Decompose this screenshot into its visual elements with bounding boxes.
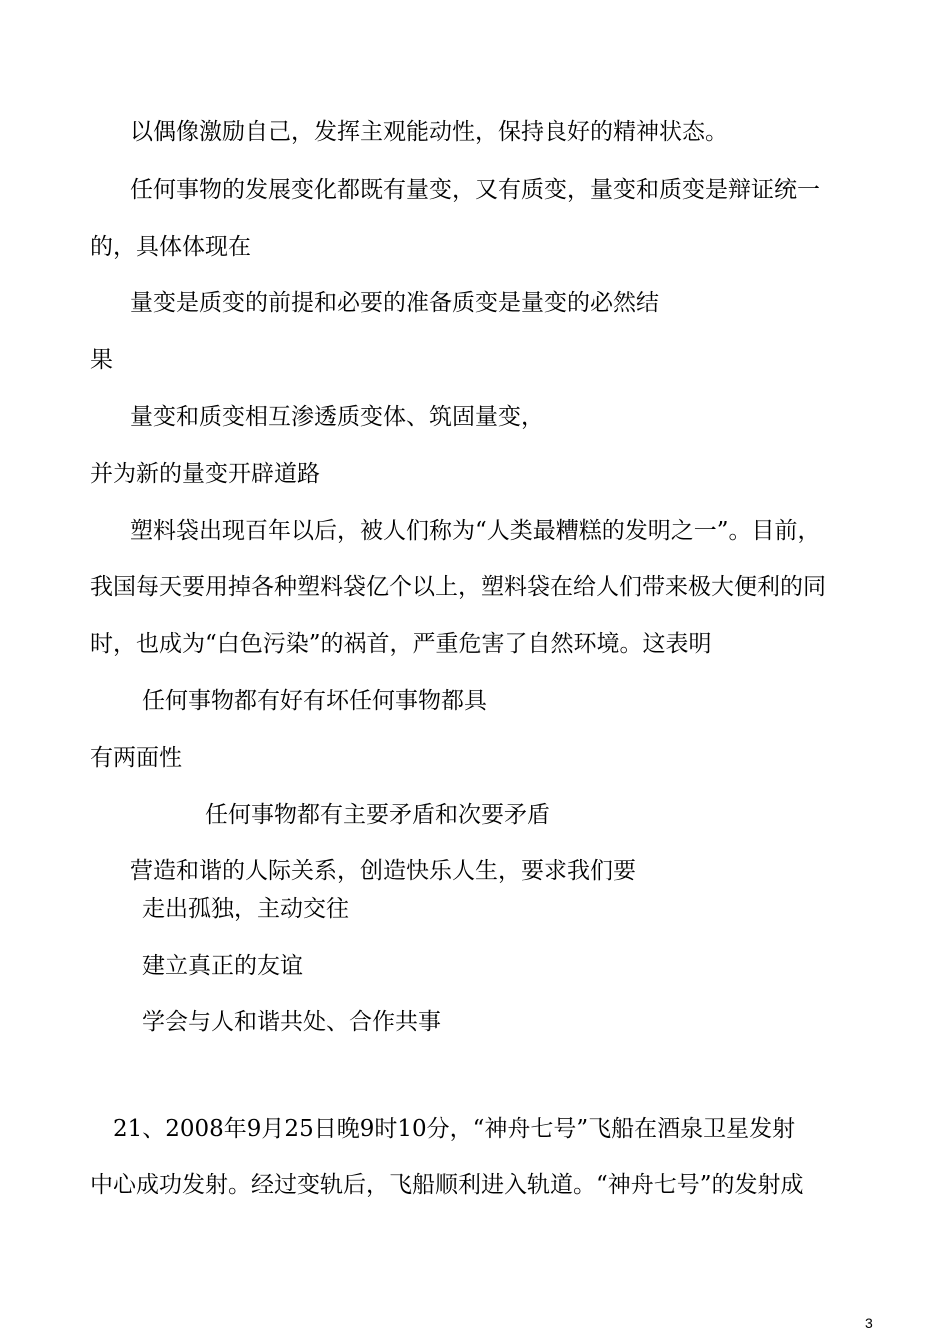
text-line: 中心成功发射。经过变轨后，飞船顺利进入轨道。“神舟七号”的发射成 <box>90 1172 804 1198</box>
text-line: 建立真正的友谊 <box>142 953 303 979</box>
text-line: 以偶像激励自己，发挥主观能动性，保持良好的精神状态。 <box>130 119 728 145</box>
text-line: 学会与人和谐共处、合作共事 <box>142 1009 441 1035</box>
text-line: 量变和质变相互渗透质变体、筑固量变， <box>130 404 544 430</box>
text-line: 塑料袋出现百年以后，被人们称为“人类最糟糕的发明之一”。目前， <box>130 518 821 544</box>
text-line: 有两面性 <box>90 745 182 771</box>
text-line: 21、2008年9月25日晚9时10分，“神舟七号”飞船在酒泉卫星发射 <box>113 1116 796 1142</box>
text-line: 果 <box>90 347 113 373</box>
text-line: 的，具体体现在 <box>90 234 251 260</box>
text-line: 时，也成为“白色污染”的祸首，严重危害了自然环境。这表明 <box>90 631 712 657</box>
page-number: 3 <box>865 1315 873 1331</box>
text-line: 并为新的量变开辟道路 <box>90 461 320 487</box>
text-line: 走出孤独，主动交往 <box>142 896 349 922</box>
text-line: 任何事物的发展变化都既有量变，又有质变，量变和质变是辩证统一 <box>130 177 820 203</box>
text-line: 任何事物都有主要矛盾和次要矛盾 <box>205 802 550 828</box>
text-line: 营造和谐的人际关系，创造快乐人生，要求我们要 <box>130 858 636 884</box>
text-line: 我国每天要用掉各种塑料袋亿个以上，塑料袋在给人们带来极大便利的同 <box>90 574 826 600</box>
text-line: 任何事物都有好有坏任何事物都具 <box>142 688 487 714</box>
text-line: 量变是质变的前提和必要的准备质变是量变的必然结 <box>130 290 659 316</box>
